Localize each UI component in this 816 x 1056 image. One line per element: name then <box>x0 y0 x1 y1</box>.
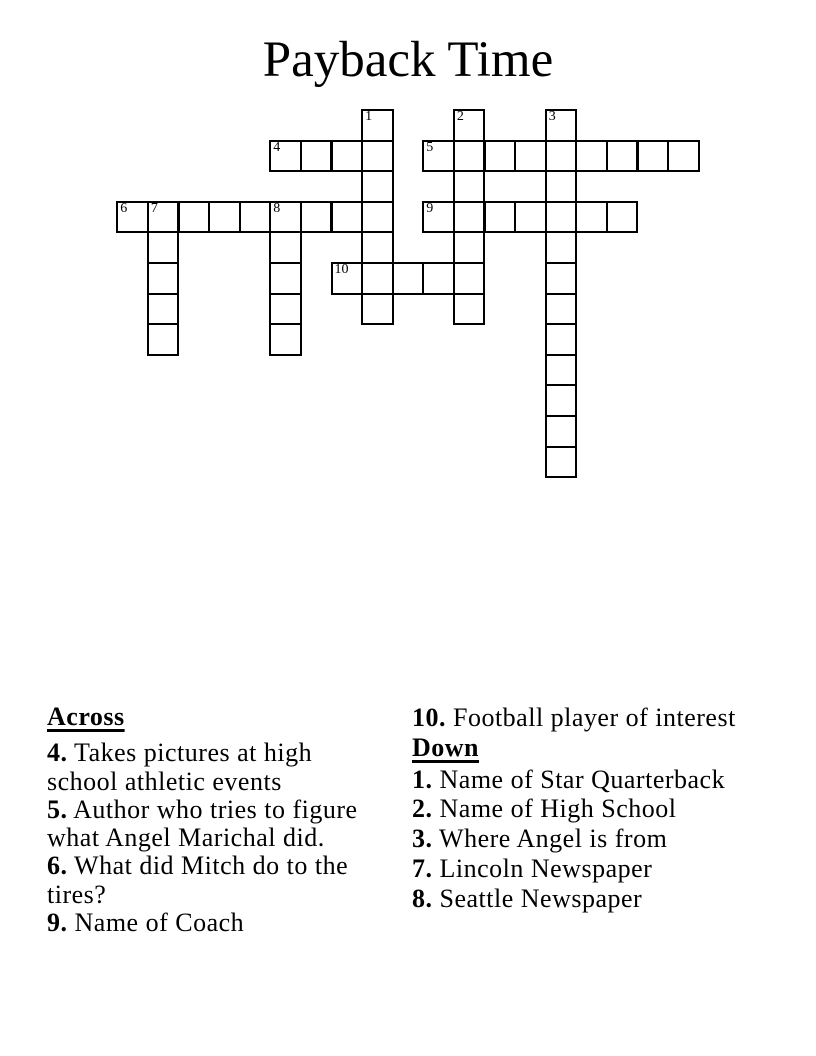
across-heading: Across <box>47 702 125 731</box>
cell-number: 3 <box>548 109 556 124</box>
grid-cell[interactable] <box>545 446 578 479</box>
clue-text: Where Angel is from <box>432 824 668 854</box>
grid-cell[interactable] <box>575 201 608 234</box>
grid-cell[interactable] <box>637 140 670 173</box>
clue-text: Football player of interest <box>446 703 736 732</box>
cell-number: 5 <box>426 139 434 155</box>
clue-number: 4. <box>47 738 68 768</box>
grid-cell[interactable] <box>269 231 302 264</box>
clue-number: 2. <box>412 794 433 824</box>
clue-text: Takes pictures at high school athletic events <box>47 738 313 796</box>
cell-number: 6 <box>120 200 128 216</box>
grid-cell[interactable] <box>361 140 394 173</box>
grid-cell[interactable] <box>545 384 578 417</box>
grid-cell-6[interactable] <box>116 201 149 234</box>
grid-cell[interactable] <box>147 262 180 295</box>
clue-3 <box>412 824 794 854</box>
grid-cell[interactable] <box>545 231 578 264</box>
clue-number: 3. <box>412 824 433 854</box>
cell-number: 9 <box>426 200 434 216</box>
grid-cell[interactable] <box>453 231 486 264</box>
grid-cell[interactable] <box>453 293 486 326</box>
grid-cell[interactable] <box>545 262 578 295</box>
grid-cell[interactable] <box>361 231 394 264</box>
grid-cell[interactable] <box>606 140 639 173</box>
down-heading: Down <box>412 732 480 762</box>
clue-text: Name of High School <box>432 794 677 824</box>
grid-cell[interactable] <box>606 201 639 234</box>
grid-cell-2[interactable] <box>453 109 486 142</box>
grid-cell[interactable] <box>545 293 578 326</box>
grid-cell[interactable] <box>361 170 394 203</box>
grid-cell[interactable] <box>300 140 333 173</box>
grid-cell[interactable] <box>331 201 364 234</box>
grid-cell[interactable] <box>422 262 455 295</box>
grid-cell[interactable] <box>361 293 394 326</box>
clue-text: Lincoln Newspaper <box>432 853 653 883</box>
grid-cell[interactable] <box>545 201 578 234</box>
clue-1 <box>412 765 794 795</box>
grid-cell[interactable] <box>269 293 302 326</box>
clue-number: 1. <box>412 764 433 794</box>
grid-cell[interactable] <box>545 323 578 356</box>
cell-number: 7 <box>150 200 158 216</box>
grid-cell[interactable] <box>484 140 517 173</box>
clue-text: Name of Coach <box>67 908 245 938</box>
clue-4 <box>47 739 383 796</box>
clue-number: 5. <box>47 794 68 824</box>
grid-cell[interactable] <box>453 170 486 203</box>
grid-cell[interactable] <box>514 201 547 234</box>
grid-cell[interactable] <box>514 140 547 173</box>
clue-5 <box>47 796 383 853</box>
cell-number: 1 <box>365 109 373 124</box>
clue-number: 9. <box>47 908 68 938</box>
cell-number: 8 <box>273 200 281 216</box>
clue-text: What did Mitch do to the tires? <box>47 851 349 909</box>
grid-cell[interactable] <box>545 140 578 173</box>
grid-cell[interactable] <box>269 262 302 295</box>
clue-2 <box>412 794 794 824</box>
clue-text: Author who tries to figure what Angel Marichal did. <box>47 794 358 853</box>
clues-left-column <box>47 703 383 937</box>
clue-number: 10. <box>412 703 446 732</box>
grid-cell[interactable] <box>392 262 425 295</box>
grid-cell-9[interactable] <box>422 201 455 234</box>
grid-cell[interactable] <box>239 201 272 234</box>
clue-9 <box>47 909 383 937</box>
grid-cell[interactable] <box>178 201 211 234</box>
grid-cell[interactable] <box>453 201 486 234</box>
grid-cell[interactable] <box>361 262 394 295</box>
clue-number: 7. <box>412 853 433 883</box>
grid-cell-8[interactable] <box>269 201 302 234</box>
grid-cell-5[interactable] <box>422 140 455 173</box>
grid-cell[interactable] <box>545 170 578 203</box>
clue-number: 8. <box>412 883 433 913</box>
clue-number: 6. <box>47 851 68 881</box>
grid-cell[interactable] <box>300 201 333 234</box>
grid-cell-7[interactable] <box>147 201 180 234</box>
grid-cell[interactable] <box>545 354 578 387</box>
grid-cell-4[interactable] <box>269 140 302 173</box>
clue-7 <box>412 854 794 884</box>
clues-right-column <box>412 703 794 914</box>
grid-cell[interactable] <box>667 140 700 173</box>
clue-text: Name of Star Quarterback <box>432 764 726 794</box>
grid-cell-1[interactable] <box>361 109 394 142</box>
grid-cell[interactable] <box>331 140 364 173</box>
grid-cell[interactable] <box>361 201 394 234</box>
grid-cell[interactable] <box>453 262 486 295</box>
grid-cell[interactable] <box>575 140 608 173</box>
clue-text: Seattle Newspaper <box>432 883 643 913</box>
clue-8 <box>412 884 794 914</box>
puzzle-title: Payback Time <box>262 32 554 88</box>
grid-cell[interactable] <box>484 201 517 234</box>
grid-cell[interactable] <box>269 323 302 356</box>
grid-cell-3[interactable] <box>545 109 578 142</box>
cell-number: 4 <box>273 139 281 155</box>
grid-cell[interactable] <box>147 293 180 326</box>
clue-6 <box>47 852 383 909</box>
clue-10 <box>412 703 794 733</box>
cell-number: 2 <box>456 109 464 124</box>
grid-cell-10[interactable] <box>331 262 364 295</box>
grid-cell[interactable] <box>453 140 486 173</box>
grid-cell[interactable] <box>208 201 241 234</box>
grid-cell[interactable] <box>147 231 180 264</box>
grid-cell[interactable] <box>147 323 180 356</box>
grid-cell[interactable] <box>545 415 578 448</box>
cell-number: 10 <box>334 262 349 277</box>
